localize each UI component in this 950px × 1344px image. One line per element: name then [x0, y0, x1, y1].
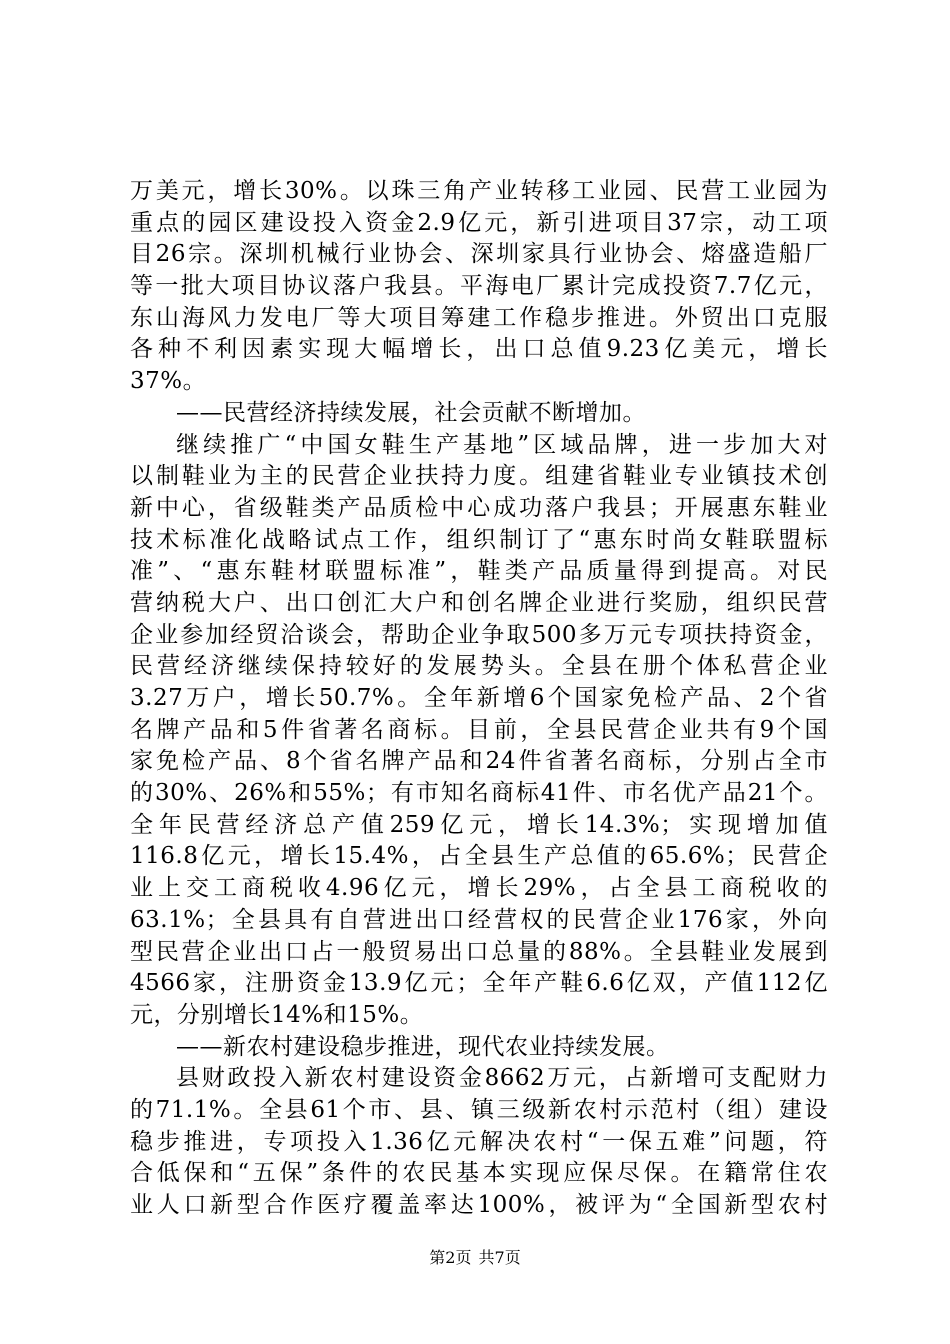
text-line: 元，分别增长14%和15%。 — [130, 1001, 424, 1028]
text-line: 业上交工商税收4.96亿元，增长29%，占全县工商税收的 — [130, 875, 828, 902]
page-number: 第2页 — [429, 1248, 472, 1267]
text-line: 营纳税大户、出口创汇大户和创名牌企业进行奖励，组织民营 — [130, 589, 828, 616]
text-line: 3.27万户，增长50.7%。全年新增6个国家免检产品、2个省 — [130, 685, 828, 711]
text-line: 型民营企业出口占一般贸易出口总量的88%。全县鞋业发展到 — [130, 938, 828, 965]
text-line: 万美元，增长30%。以珠三角产业转移工业园、民营工业园为 — [130, 178, 828, 204]
text-line: 等一批大项目协议落户我县。平海电厂累计完成投资7.7亿元， — [130, 273, 828, 300]
text-line: 东山海风力发电厂等大项目筹建工作稳步推进。外贸出口克服 — [130, 304, 828, 331]
text-line: 技术标准化战略试点工作，组织制订了“惠东时尚女鞋联盟标 — [130, 526, 828, 553]
text-line: 继续推广“中国女鞋生产基地”区域品牌，进一步加大对 — [176, 431, 828, 458]
page-footer — [0, 1248, 950, 1268]
text-line: 重点的园区建设投入资金2.9亿元，新引进项目37宗，动工项 — [130, 209, 828, 236]
text-line: 新中心，省级鞋类产品质检中心成功落户我县；开展惠东鞋业 — [130, 494, 828, 521]
text-line: 合低保和“五保”条件的农民基本实现应保尽保。在籍常住农 — [130, 1160, 828, 1187]
text-line: 各种不利因素实现大幅增长，出口总值9.23亿美元，增长 — [130, 336, 828, 363]
text-line: 目26宗。深圳机械行业协会、深圳家具行业协会、熔盛造船厂 — [130, 241, 828, 268]
text-line: 4566家，注册资金13.9亿元；全年产鞋6.6亿双，产值112亿 — [130, 970, 828, 997]
text-line: 的71.1%。全县61个市、县、镇三级新农村示范村（组）建设 — [130, 1096, 828, 1123]
document-body — [130, 176, 828, 1222]
text-line: 以制鞋业为主的民营企业扶持力度。组建省鞋业专业镇技术创 — [130, 463, 828, 490]
text-line: 县财政投入新农村建设资金8662万元，占新增可支配财力 — [176, 1065, 828, 1092]
text-line: 的30%、26%和55%；有市知名商标41件、市名优产品21个。 — [130, 780, 828, 807]
text-line: 业人口新型合作医疗覆盖率达100%，被评为“全国新型农村 — [130, 1192, 828, 1218]
section-heading: ——民营经济持续发展，社会贡献不断增加。 — [176, 399, 646, 426]
text-line: 稳步推进，专项投入1.36亿元解决农村“一保五难”问题，符 — [130, 1128, 828, 1155]
text-line: 家免检产品、8个省名牌产品和24件省著名商标，分别占全市 — [130, 748, 828, 775]
text-line: 名牌产品和5件省著名商标。目前，全县民营企业共有9个国 — [130, 716, 828, 743]
text-line: 37%。 — [130, 368, 207, 395]
text-line: 63.1%；全县具有自营进出口经营权的民营企业176家，外向 — [130, 906, 828, 933]
text-line: 全年民营经济总产值259亿元，增长14.3%；实现增加值 — [130, 811, 828, 838]
page-total: 共7页 — [478, 1248, 521, 1267]
text-line: 准”、“惠东鞋材联盟标准”，鞋类产品质量得到提高。对民 — [130, 558, 828, 585]
text-line: 民营经济继续保持较好的发展势头。全县在册个体私营企业 — [130, 653, 828, 680]
text-line: 116.8亿元，增长15.4%，占全县生产总值的65.6%；民营企 — [130, 843, 828, 870]
section-heading: ——新农村建设稳步推进，现代农业持续发展。 — [176, 1033, 670, 1060]
text-line: 企业参加经贸洽谈会，帮助企业争取500多万元专项扶持资金， — [130, 621, 828, 648]
